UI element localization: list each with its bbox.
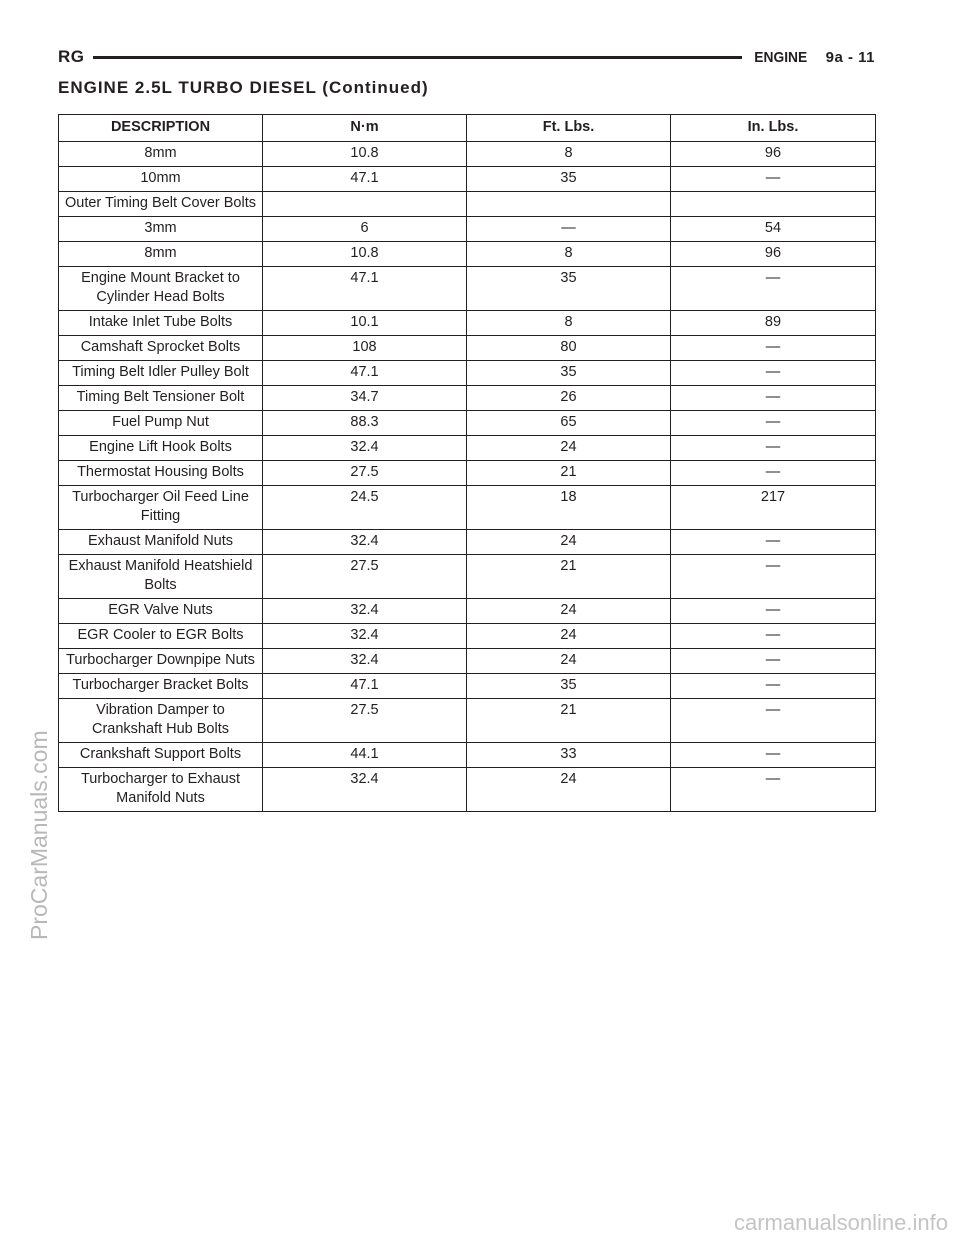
description-cell: Fuel Pump Nut (59, 411, 263, 436)
vehicle-code: RG (58, 47, 85, 66)
section-name: ENGINE (754, 48, 808, 66)
torque-spec-table (58, 114, 876, 812)
nm-cell: 32.4 (263, 624, 467, 649)
description-cell: Outer Timing Belt Cover Bolts (59, 192, 263, 217)
nm-cell: 32.4 (263, 768, 467, 812)
nm-cell: 47.1 (263, 674, 467, 699)
description-cell: Thermostat Housing Bolts (59, 461, 263, 486)
ft-lbs-cell: 21 (467, 555, 671, 599)
table-row (59, 142, 876, 167)
in-lbs-cell: — (671, 530, 876, 555)
in-lbs-cell: — (671, 336, 876, 361)
ft-lbs-cell: 35 (467, 361, 671, 386)
description-cell: Engine Mount Bracket to Cylinder Head Bolts (59, 267, 263, 311)
table-header-row (59, 115, 876, 142)
in-lbs-cell: — (671, 743, 876, 768)
ft-lbs-cell: 24 (467, 768, 671, 812)
description-cell: 8mm (59, 242, 263, 267)
description-cell: Exhaust Manifold Heatshield Bolts (59, 555, 263, 599)
page-header (58, 44, 875, 70)
description-cell: EGR Cooler to EGR Bolts (59, 624, 263, 649)
nm-cell: 34.7 (263, 386, 467, 411)
in-lbs-cell: — (671, 555, 876, 599)
column-header-description: DESCRIPTION (59, 115, 263, 142)
column-header-nm: N·m (263, 115, 467, 142)
table-row (59, 768, 876, 812)
nm-cell: 24.5 (263, 486, 467, 530)
side-watermark: ProCarManuals.com (26, 730, 52, 940)
in-lbs-cell: — (671, 624, 876, 649)
description-cell: Crankshaft Support Bolts (59, 743, 263, 768)
in-lbs-cell: — (671, 649, 876, 674)
table-body (59, 142, 876, 812)
description-cell: 8mm (59, 142, 263, 167)
ft-lbs-cell: 33 (467, 743, 671, 768)
nm-cell: 27.5 (263, 699, 467, 743)
description-cell: Turbocharger to Exhaust Manifold Nuts (59, 768, 263, 812)
description-cell: 3mm (59, 217, 263, 242)
nm-cell: 27.5 (263, 461, 467, 486)
table-row (59, 267, 876, 311)
table-row (59, 649, 876, 674)
description-cell: Camshaft Sprocket Bolts (59, 336, 263, 361)
in-lbs-cell: — (671, 436, 876, 461)
ft-lbs-cell: 26 (467, 386, 671, 411)
ft-lbs-cell: 35 (467, 267, 671, 311)
ft-lbs-cell: 24 (467, 624, 671, 649)
column-header-ft-lbs: Ft. Lbs. (467, 115, 671, 142)
ft-lbs-cell: 65 (467, 411, 671, 436)
column-header-in-lbs: In. Lbs. (671, 115, 876, 142)
nm-cell: 32.4 (263, 599, 467, 624)
nm-cell (263, 192, 467, 217)
nm-cell: 32.4 (263, 436, 467, 461)
bottom-watermark: carmanualsonline.info (733, 1210, 948, 1235)
ft-lbs-cell: 18 (467, 486, 671, 530)
ft-lbs-cell: 35 (467, 167, 671, 192)
in-lbs-cell: 96 (671, 142, 876, 167)
table-row (59, 486, 876, 530)
table-row (59, 699, 876, 743)
ft-lbs-cell (467, 192, 671, 217)
in-lbs-cell: — (671, 599, 876, 624)
description-cell: Turbocharger Oil Feed Line Fitting (59, 486, 263, 530)
page-title: ENGINE 2.5L TURBO DIESEL (Continued) (58, 78, 429, 97)
in-lbs-cell: 217 (671, 486, 876, 530)
nm-cell: 108 (263, 336, 467, 361)
nm-cell: 6 (263, 217, 467, 242)
page-number: 9a - 11 (825, 48, 875, 66)
in-lbs-cell: 96 (671, 242, 876, 267)
ft-lbs-cell: 35 (467, 674, 671, 699)
table-row (59, 336, 876, 361)
in-lbs-cell (671, 192, 876, 217)
nm-cell: 47.1 (263, 267, 467, 311)
table-row (59, 743, 876, 768)
ft-lbs-cell: 24 (467, 530, 671, 555)
nm-cell: 44.1 (263, 743, 467, 768)
description-cell: 10mm (59, 167, 263, 192)
table-row (59, 311, 876, 336)
nm-cell: 27.5 (263, 555, 467, 599)
in-lbs-cell: — (671, 699, 876, 743)
nm-cell: 47.1 (263, 361, 467, 386)
table-row (59, 599, 876, 624)
ft-lbs-cell: 8 (467, 142, 671, 167)
description-cell: Intake Inlet Tube Bolts (59, 311, 263, 336)
ft-lbs-cell: 80 (467, 336, 671, 361)
description-cell: EGR Valve Nuts (59, 599, 263, 624)
in-lbs-cell: — (671, 386, 876, 411)
nm-cell: 10.1 (263, 311, 467, 336)
table-row (59, 361, 876, 386)
table-row (59, 530, 876, 555)
in-lbs-cell: — (671, 267, 876, 311)
in-lbs-cell: — (671, 461, 876, 486)
table-row (59, 386, 876, 411)
description-cell: Turbocharger Downpipe Nuts (59, 649, 263, 674)
in-lbs-cell: — (671, 167, 876, 192)
description-cell: Vibration Damper to Crankshaft Hub Bolts (59, 699, 263, 743)
ft-lbs-cell: 8 (467, 311, 671, 336)
ft-lbs-cell: 21 (467, 461, 671, 486)
table-row (59, 167, 876, 192)
table-row (59, 624, 876, 649)
ft-lbs-cell: 24 (467, 649, 671, 674)
table-row (59, 242, 876, 267)
ft-lbs-cell: 24 (467, 436, 671, 461)
description-cell: Engine Lift Hook Bolts (59, 436, 263, 461)
in-lbs-cell: 54 (671, 217, 876, 242)
header-rule (93, 56, 743, 59)
ft-lbs-cell: 21 (467, 699, 671, 743)
table-row (59, 192, 876, 217)
description-cell: Timing Belt Idler Pulley Bolt (59, 361, 263, 386)
table-row (59, 217, 876, 242)
in-lbs-cell: 89 (671, 311, 876, 336)
in-lbs-cell: — (671, 361, 876, 386)
table-row (59, 461, 876, 486)
ft-lbs-cell: — (467, 217, 671, 242)
ft-lbs-cell: 24 (467, 599, 671, 624)
table-row (59, 436, 876, 461)
table-row (59, 411, 876, 436)
nm-cell: 10.8 (263, 242, 467, 267)
nm-cell: 88.3 (263, 411, 467, 436)
table-row (59, 674, 876, 699)
description-cell: Timing Belt Tensioner Bolt (59, 386, 263, 411)
nm-cell: 32.4 (263, 649, 467, 674)
table-row (59, 555, 876, 599)
in-lbs-cell: — (671, 411, 876, 436)
nm-cell: 10.8 (263, 142, 467, 167)
nm-cell: 32.4 (263, 530, 467, 555)
ft-lbs-cell: 8 (467, 242, 671, 267)
in-lbs-cell: — (671, 768, 876, 812)
description-cell: Exhaust Manifold Nuts (59, 530, 263, 555)
nm-cell: 47.1 (263, 167, 467, 192)
description-cell: Turbocharger Bracket Bolts (59, 674, 263, 699)
in-lbs-cell: — (671, 674, 876, 699)
